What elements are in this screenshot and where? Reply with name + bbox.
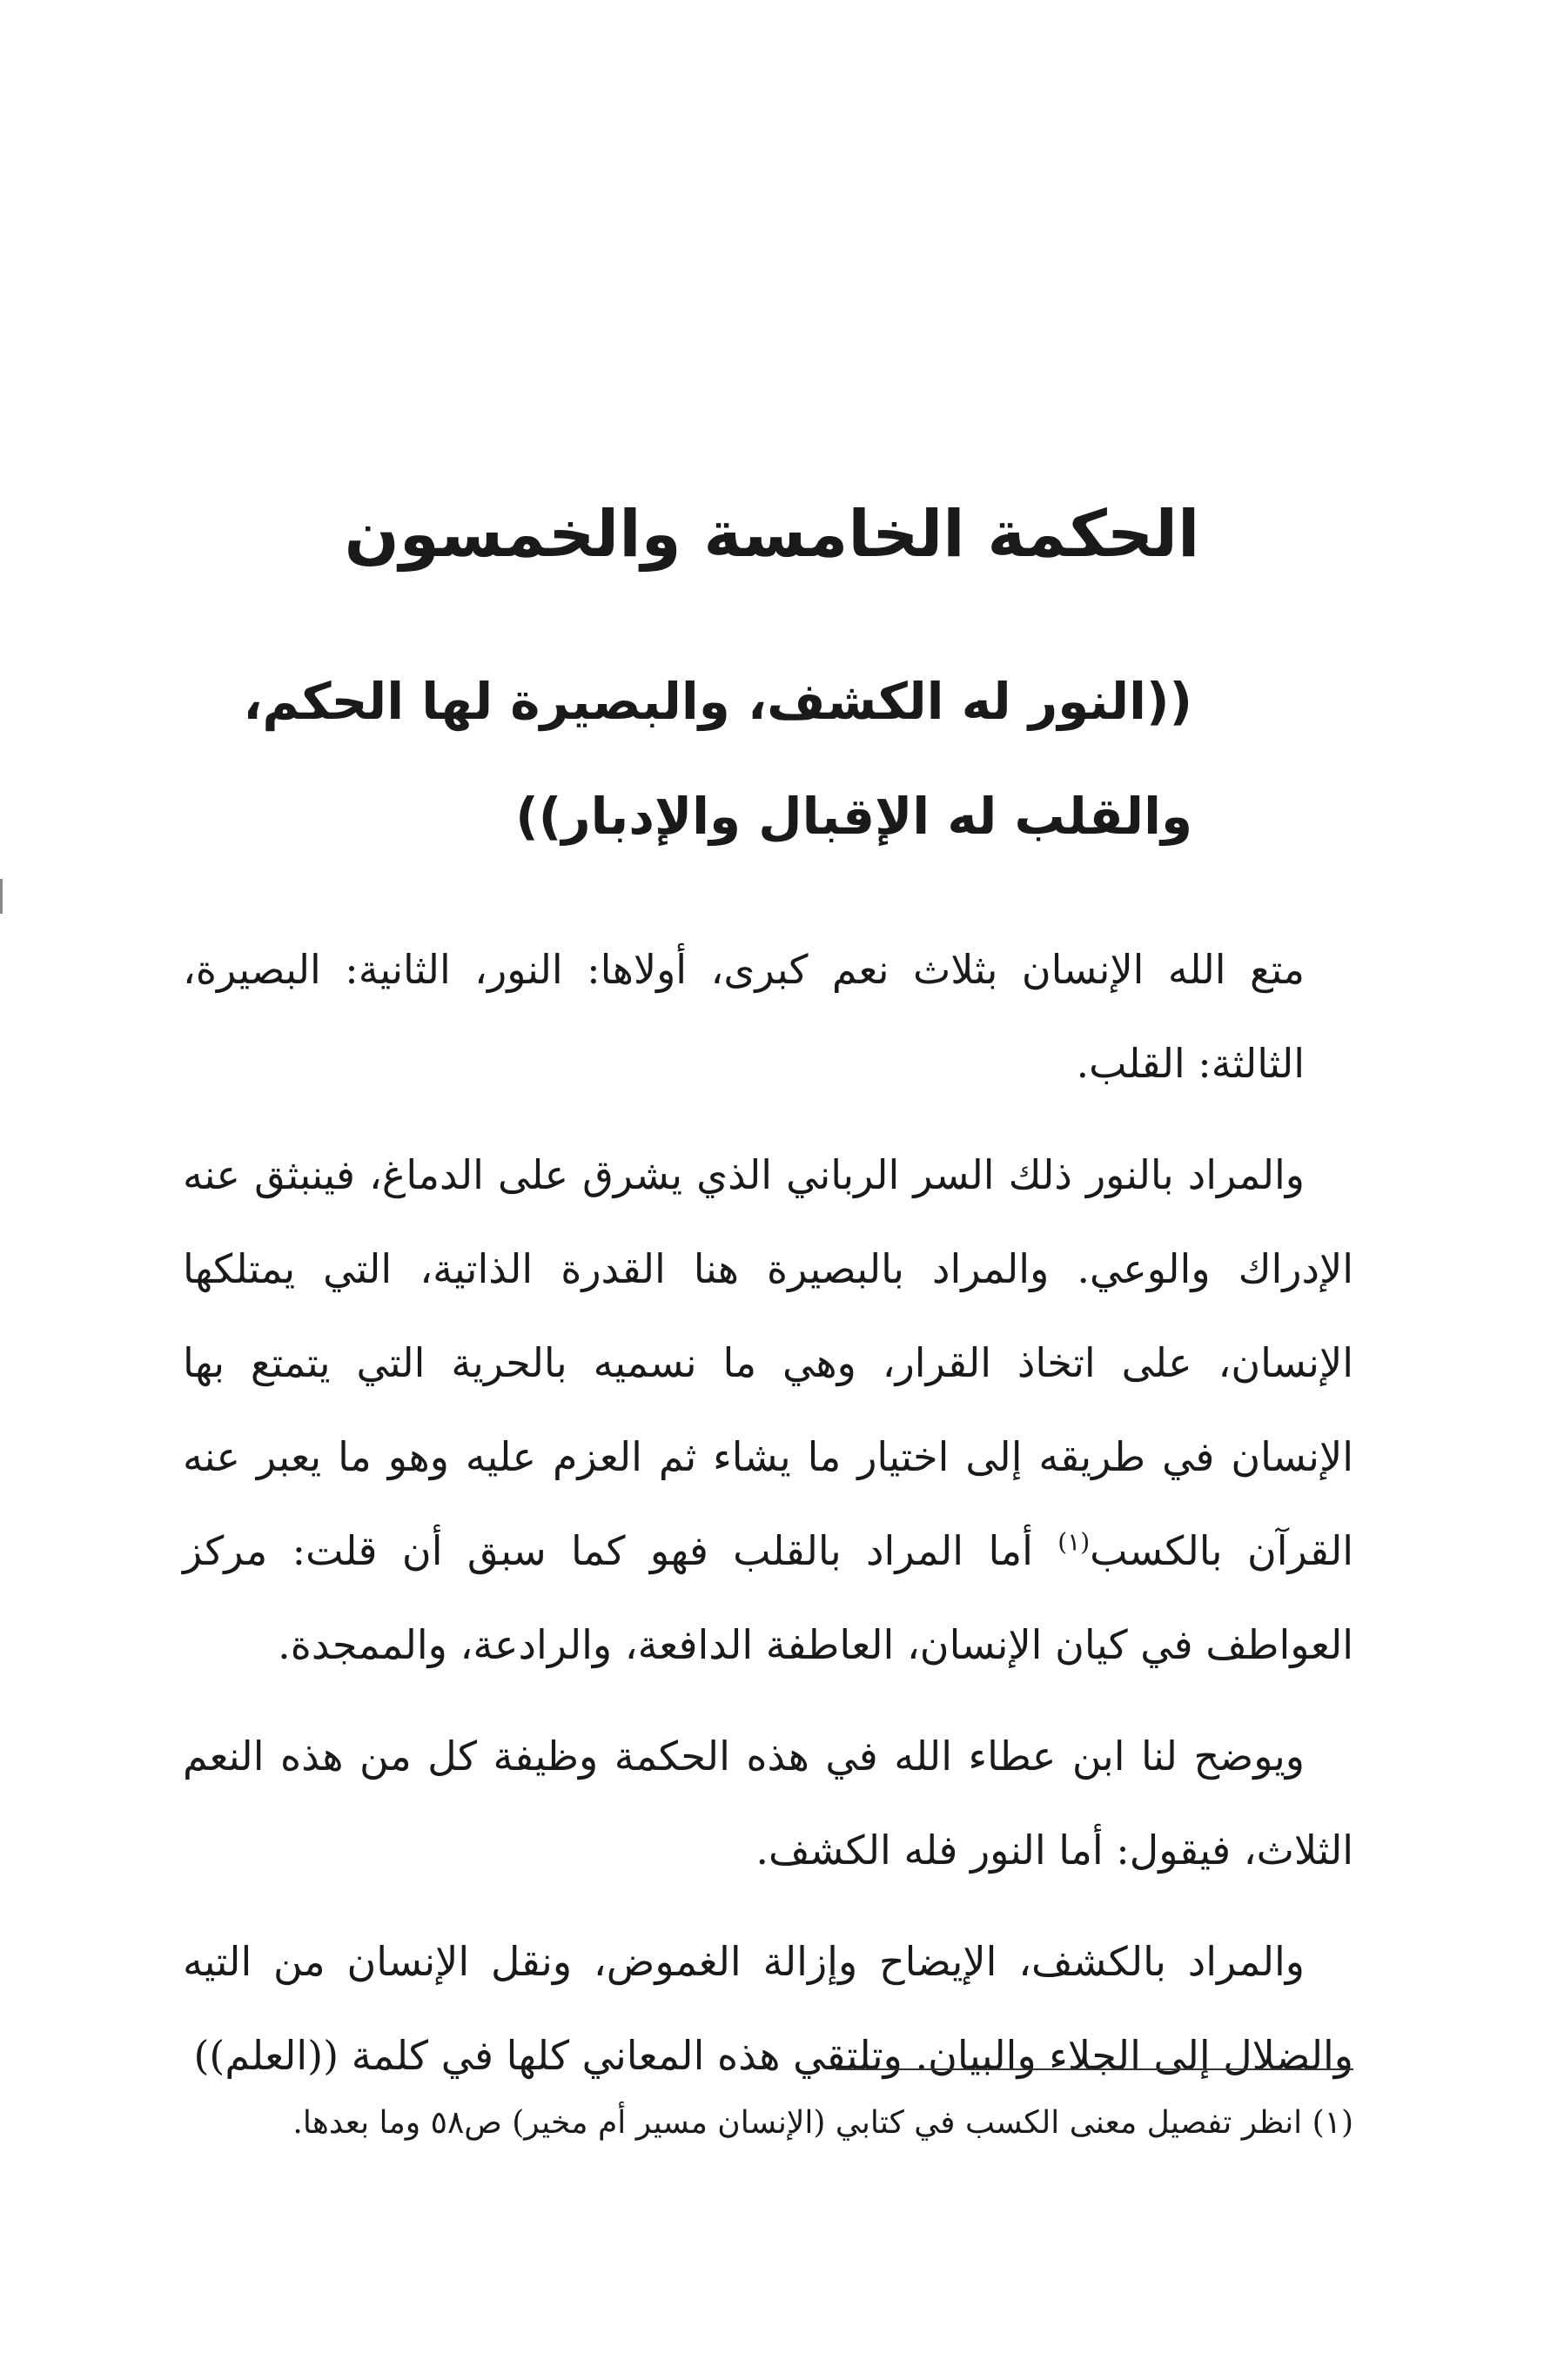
chapter-title: الحكمة الخامسة والخمسون bbox=[344, 496, 1200, 572]
paragraph-3: ويوضح لنا ابن عطاء الله في هذه الحكمة وظيفة كل من هذه النعم الثلاث، فيقول: أما النور فله الكشف. bbox=[183, 1733, 1353, 1874]
scan-edge-mark bbox=[0, 879, 3, 914]
body-text bbox=[183, 922, 1353, 2120]
maxim-line-2: والقلب له الإقبال والإدبار)) bbox=[515, 787, 1192, 846]
maxim-line-1: ((النور له الكشف، والبصيرة لها الحكم، bbox=[243, 672, 1192, 731]
paragraph-4: والمراد بالكشف، الإيضاح وإزالة الغموض، ونقل الإنسان من التيه والضلال إلى الجلاء والبيان. وتلتقي هذه المعاني كلها في كلمة ((العلم)) bbox=[183, 1938, 1353, 2079]
footnote: (١) انظر تفصيل معنى الكسب في كتابي (الإنسان مسير أم مخير) ص٥٨ وما بعدها. bbox=[292, 2105, 1353, 2141]
paragraph-2 bbox=[183, 1128, 1353, 1692]
footnote-reference[interactable]: (١) bbox=[1057, 1527, 1091, 1557]
paragraph-2-part-2: أما المراد بالقلب فهو كما سبق أن قلت: مركز العواطف في كيان الإنسان، العاطفة الدافعة، والرادعة، والممجدة. bbox=[183, 1527, 1353, 1668]
maxim-quote bbox=[243, 644, 1192, 874]
paragraph-1: متع الله الإنسان بثلاث نعم كبرى، أولاها: النور، الثانية: البصيرة، الثالثة: القلب. bbox=[183, 946, 1305, 1087]
paragraph-2-part-1: والمراد بالنور ذلك السر الرباني الذي يشرق على الدماغ، فينبثق عنه الإدراك والوعي. والمراد بالبصيرة هنا القدرة الذاتية، التي يمتلكها الإنسان، على اتخاذ القرار، وهي ما نسميه بالحرية التي يتمتع بها الإنسان في طريقه إلى اختيار ما يشاء ثم العزم عليه وهو ما يعبر عنه القرآن بالكسب bbox=[183, 1151, 1353, 1574]
footnote-divider bbox=[836, 2068, 1353, 2070]
